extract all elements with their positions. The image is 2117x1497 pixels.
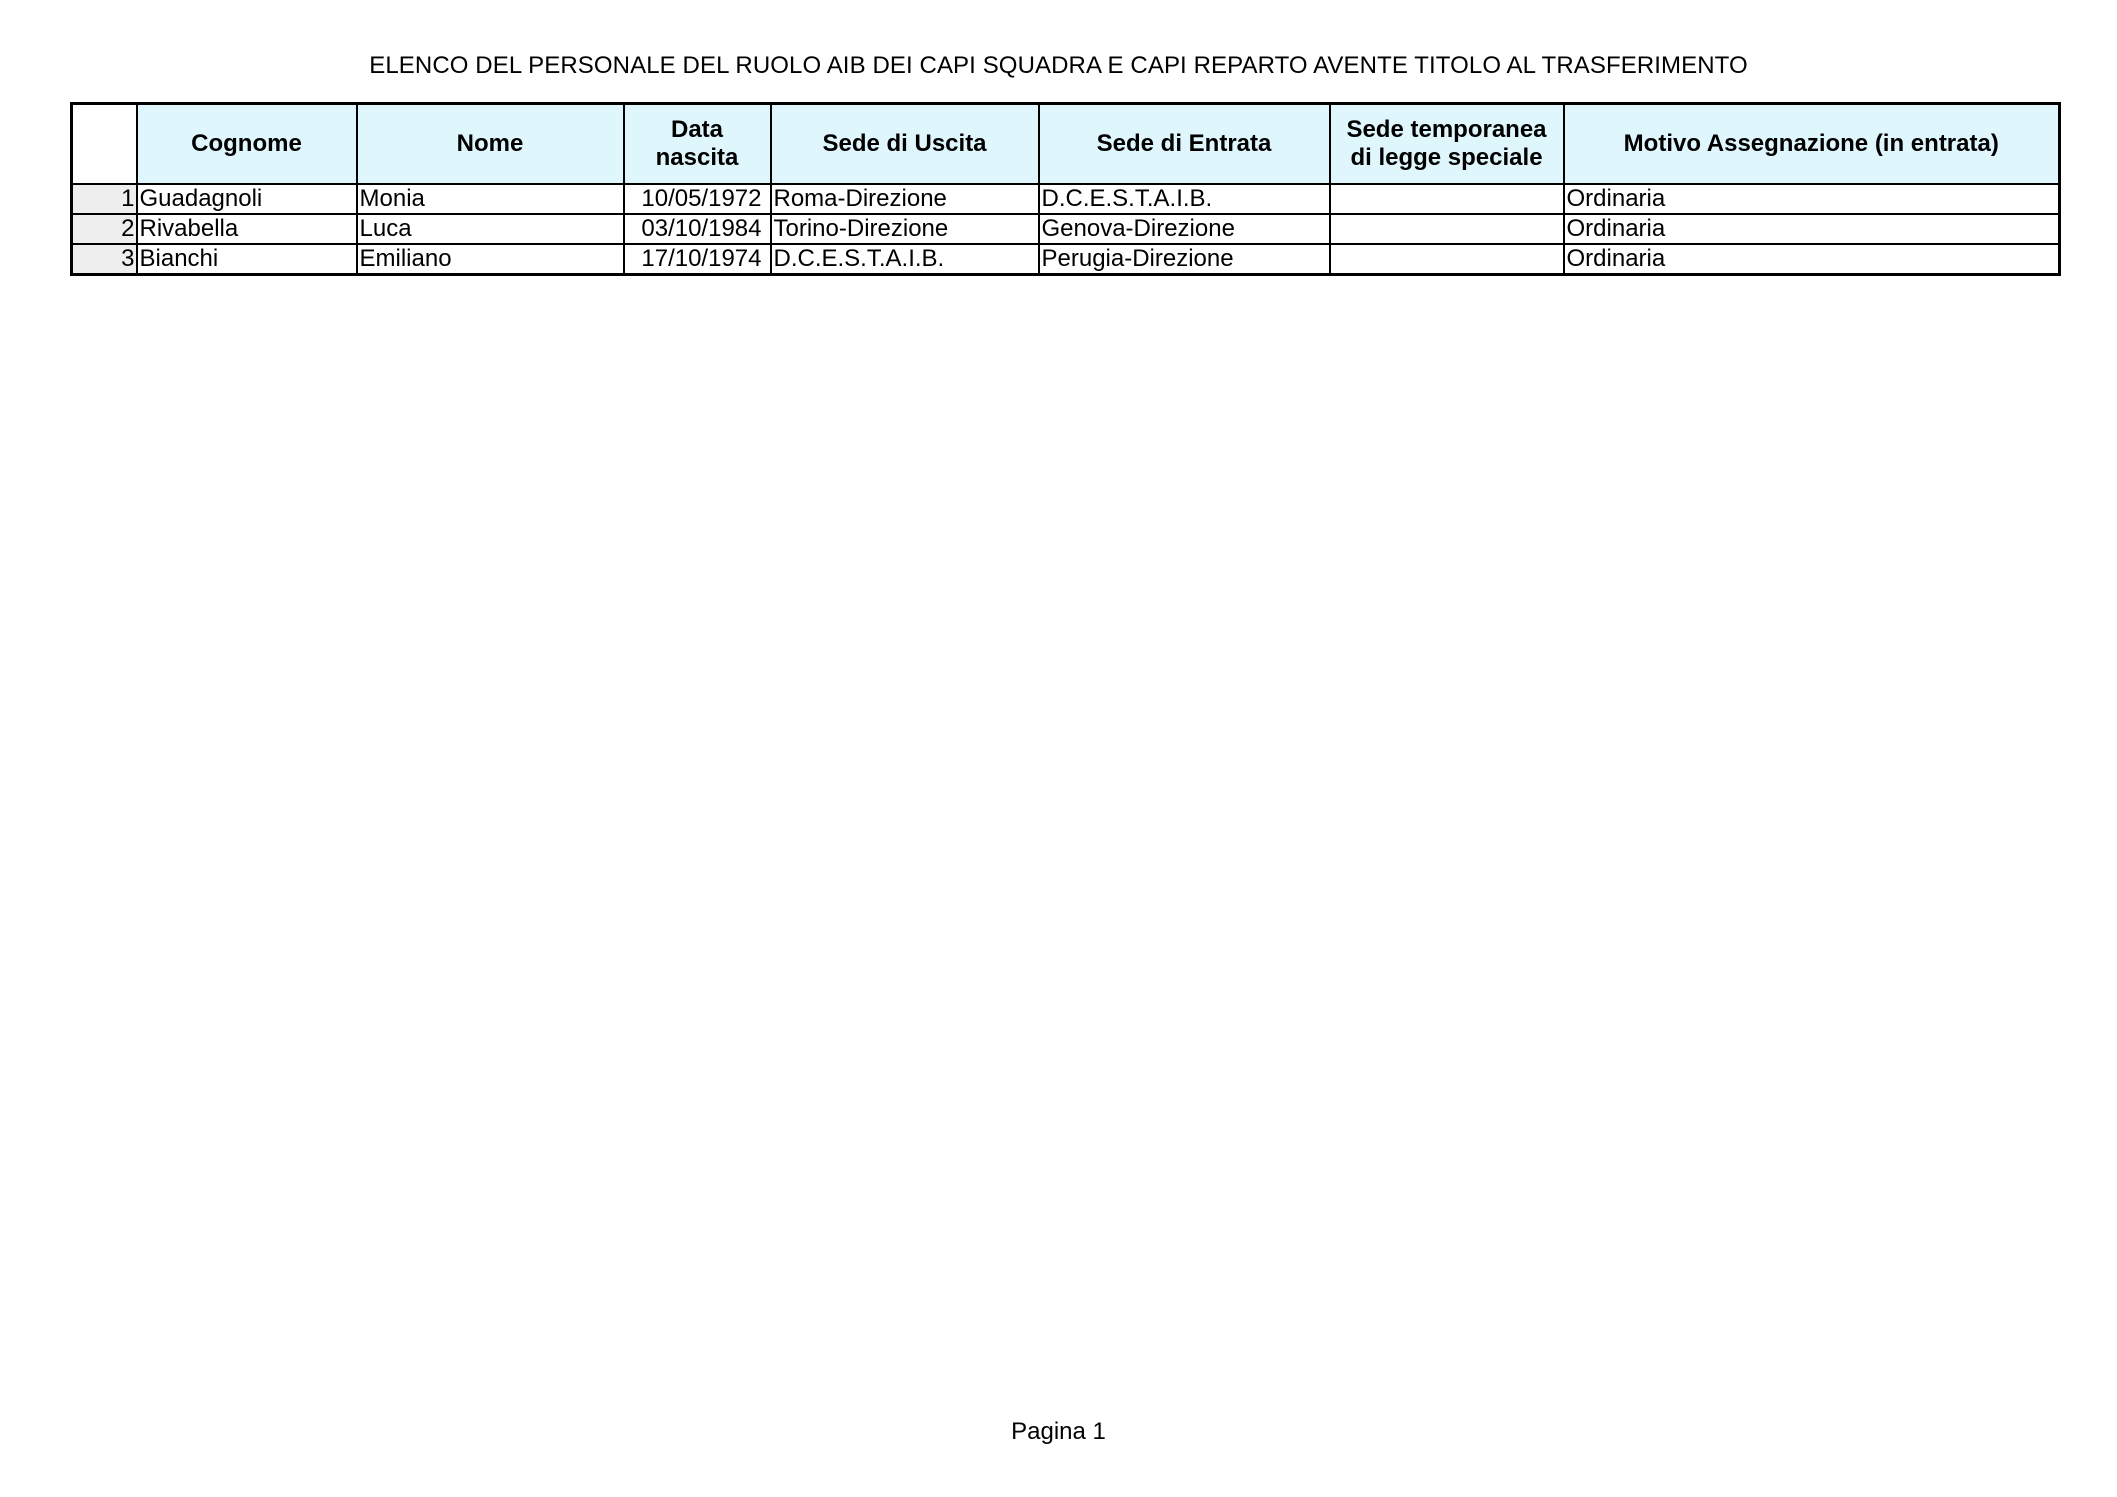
header-index (72, 104, 137, 185)
row-index: 2 (72, 214, 137, 244)
cell-cognome: Rivabella (137, 214, 357, 244)
cell-sede-temporanea (1330, 214, 1564, 244)
header-sede-uscita: Sede di Uscita (771, 104, 1039, 185)
header-sede-temporanea-line1: Sede temporanea (1346, 116, 1547, 143)
header-data-nascita (624, 104, 771, 185)
row-index: 3 (72, 244, 137, 275)
cell-motivo: Ordinaria (1564, 214, 2060, 244)
header-sede-temporanea-line2: di legge speciale (1350, 144, 1543, 171)
table-row (72, 184, 2060, 214)
cell-cognome: Guadagnoli (137, 184, 357, 214)
cell-nome: Emiliano (357, 244, 624, 275)
cell-sede-entrata: Perugia-Direzione (1039, 244, 1330, 275)
header-sede-entrata: Sede di Entrata (1039, 104, 1330, 185)
cell-motivo: Ordinaria (1564, 244, 2060, 275)
header-data-nascita-line2: nascita (655, 144, 739, 171)
table-row (72, 214, 2060, 244)
header-motivo: Motivo Assegnazione (in entrata) (1564, 104, 2060, 185)
header-sede-temporanea (1330, 104, 1564, 185)
cell-data-nascita: 10/05/1972 (624, 184, 771, 214)
row-index: 1 (72, 184, 137, 214)
table-header-row (72, 104, 2060, 185)
cell-motivo: Ordinaria (1564, 184, 2060, 214)
cell-data-nascita: 03/10/1984 (624, 214, 771, 244)
header-nome: Nome (357, 104, 624, 185)
cell-sede-uscita: Torino-Direzione (771, 214, 1039, 244)
cell-sede-uscita: Roma-Direzione (771, 184, 1039, 214)
page-number: Pagina 1 (1011, 1418, 1106, 1445)
cell-sede-entrata: D.C.E.S.T.A.I.B. (1039, 184, 1330, 214)
cell-nome: Luca (357, 214, 624, 244)
cell-sede-temporanea (1330, 244, 1564, 275)
header-data-nascita-line1: Data (670, 116, 724, 143)
cell-data-nascita: 17/10/1974 (624, 244, 771, 275)
personnel-table (70, 102, 2061, 276)
document-title: ELENCO DEL PERSONALE DEL RUOLO AIB DEI CAPI SQUADRA E CAPI REPARTO AVENTE TITOLO AL TRASFERIMENTO (369, 52, 1748, 79)
cell-sede-entrata: Genova-Direzione (1039, 214, 1330, 244)
table-row (72, 244, 2060, 275)
cell-cognome: Bianchi (137, 244, 357, 275)
cell-nome: Monia (357, 184, 624, 214)
cell-sede-uscita: D.C.E.S.T.A.I.B. (771, 244, 1039, 275)
cell-sede-temporanea (1330, 184, 1564, 214)
header-cognome: Cognome (137, 104, 357, 185)
